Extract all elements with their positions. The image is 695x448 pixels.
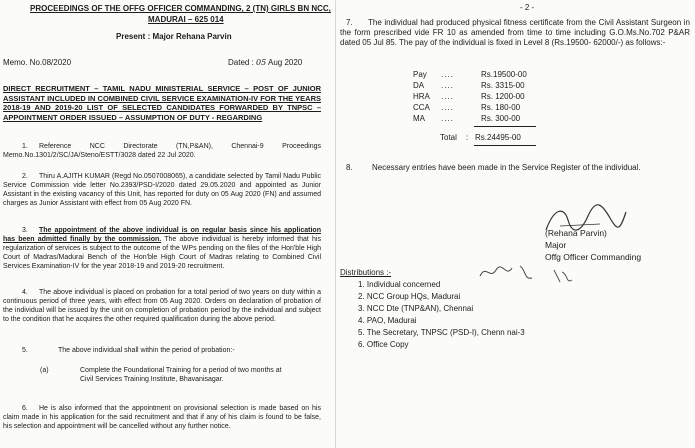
present-line: Present : Major Rehana Parvin	[116, 32, 232, 41]
para-5-number: 5.	[22, 347, 28, 354]
para-1-number: 1.	[22, 143, 28, 150]
pay-dots: ....	[441, 103, 454, 112]
memo-number: Memo. No.08/2020	[3, 58, 72, 67]
para-6-text: He is also informed that the appointment on provisional selection is made based on his claim made in his application for the said recruitment and that if any of his claim is found to be false, his selection and appointment will be cancelled without any further notice.	[3, 405, 321, 430]
proceedings-title: PROCEEDINGS OF THE OFFG OFFICER COMMANDING, 2 (TN) GIRLS BN NCC,	[30, 4, 331, 13]
total-value: Rs.24495-00	[475, 133, 521, 142]
date-prefix: Dated :	[228, 58, 257, 67]
distribution-item: 4. PAO, Madurai	[358, 316, 417, 325]
total-label: Total	[440, 133, 457, 142]
date-day-handwritten: 05	[256, 58, 267, 67]
signatory-role: Offg Officer Commanding	[545, 252, 642, 262]
total-rule-top	[474, 126, 536, 127]
initials-scribble-icon	[476, 260, 536, 284]
pay-label: DA	[413, 81, 425, 90]
pay-row-cca	[413, 103, 541, 113]
distribution-item: 5. The Secretary, TNPSC (PSD-I), Chenn nai-3	[358, 328, 525, 337]
para-8-number: 8.	[346, 163, 353, 172]
para-5a-line-1: Complete the Foundational Training for a period of two months at	[80, 367, 282, 374]
para-6-number: 6.	[22, 405, 28, 412]
pay-dots: ....	[441, 92, 454, 101]
para-8-text: Necessary entries have been made in the Service Register of the individual.	[372, 163, 641, 172]
para-3-number: 3.	[22, 227, 28, 234]
pay-value: Rs. 300-00	[481, 114, 521, 123]
distribution-item: 3. NCC Dte (TNP&AN), Chennai	[358, 304, 474, 313]
para-3-text	[3, 226, 321, 271]
pay-label: MA	[413, 114, 425, 123]
para-1-text: Reference NCC Directorate (TN,P&AN), Chennai-9 Proceedings Memo.No.1301/2/SC/JA/Steno/ESTT/3028 dated 22 Jul 2020.	[3, 143, 321, 159]
office-address: MADURAI – 625 014	[148, 15, 224, 24]
pay-row-da	[413, 81, 541, 91]
total-rule-bottom	[474, 145, 536, 146]
pay-label: Pay	[413, 70, 427, 79]
para-5-text: The above individual shall within the period of probation:-	[58, 347, 235, 354]
memo-date	[228, 58, 302, 68]
pay-label: CCA	[413, 103, 430, 112]
para-4-text: The above individual is placed on probation for a total period of two years on duty within a continuous period of three years, with effect from 05 Aug 2020. Orders on declaration of probation of the individual will be issued by the unit on completion of probation period by the individual and subject to the condition that he acquires the other required qualification during the above period.	[3, 289, 321, 323]
para-5a-line-2: Civil Services Training Institute, Bhavanisagar.	[80, 376, 224, 383]
para-2-text: Thiru A.AJITH KUMAR (Regd No.0507008065), a candidate selected by Tamil Nadu Public Service Commission vide letter No.2393/PSD-I/2020 dated 29.05.2020 and appointed as Junior Assistant in the existing vacancy of this Unit, has reported for duty on 05 Aug 2020 (FN) and assumed charges as Junior Assistant with effect from 05 Aug 2020 FN.	[3, 173, 321, 207]
para-7-number: 7.	[346, 18, 353, 27]
total-colon: :	[466, 133, 469, 142]
para-3-emphasis: The appointment of the above individual is on regular basis since his application has been admitted finally by the commission.	[3, 227, 321, 243]
pay-value: Rs. 3315-00	[481, 81, 525, 90]
date-suffix: Aug 2020	[266, 58, 303, 67]
para-2-number: 2.	[22, 173, 28, 180]
distribution-item: 1. Individual concerned	[358, 280, 441, 289]
para-7-text: The individual had produced physical fitness certificate from the Civil Assistant Surgeon in the form prescribed vide FR 10 as amended from time to time including G.O.Ms.No.702 P&AR dated 05 Jul 85. The pay of the individual is fixed in Level 8 (Rs.19500- 62000/-) as follows:-	[340, 18, 690, 47]
pay-row-hra	[413, 92, 541, 102]
page-divider	[335, 0, 336, 448]
signatory-name: (Rehana Parvin)	[545, 228, 607, 238]
signatory-rank: Major	[545, 240, 567, 250]
pay-dots: ....	[441, 114, 454, 123]
pay-dots: ....	[441, 81, 454, 90]
pay-value: Rs.19500-00	[481, 70, 527, 79]
page-number: - 2 -	[520, 3, 535, 12]
pay-row-ma	[413, 114, 541, 124]
pay-label: HRA	[413, 92, 430, 101]
pay-value: Rs. 180-00	[481, 103, 521, 112]
para-4-number: 4.	[22, 289, 28, 296]
pay-value: Rs. 1200-00	[481, 92, 525, 101]
para-3-rest: The above individual is hereby informed that his regularization of services is subject to the outcome of the WPs pending on the files of the Hon'ble High Court of Madras/Madurai Bench of the Hon'ble High Court of Madras relating to Combined Civil Services Examination-IV for the year 2018-19 and 2019-20 recruitment.	[3, 236, 321, 270]
distribution-item: 2. NCC Group HQs, Madurai	[358, 292, 461, 301]
distribution-title: Distributions :-	[340, 268, 392, 277]
distribution-item: 6. Office Copy	[358, 340, 409, 349]
para-5a-number: (a)	[40, 367, 49, 374]
pay-row-pay	[413, 70, 541, 80]
subject: DIRECT RECRUITMENT – TAMIL NADU MINISTERIAL SERVICE – POST OF JUNIOR ASSISTANT INCLUDED IN COMBINED CIVIL SERVICE EXAMINATION-IV FOR THE YEARS 2018-19 AND 2019-20 LIST OF SELECTED CANDIDATES FORWARDED BY TNPSC – APPOINTMENT ORDER ISSUED – ASSUMPTION OF DUTY - REGARDING	[3, 84, 321, 122]
date-scribble-icon	[550, 266, 574, 288]
pay-dots: ....	[441, 70, 454, 79]
